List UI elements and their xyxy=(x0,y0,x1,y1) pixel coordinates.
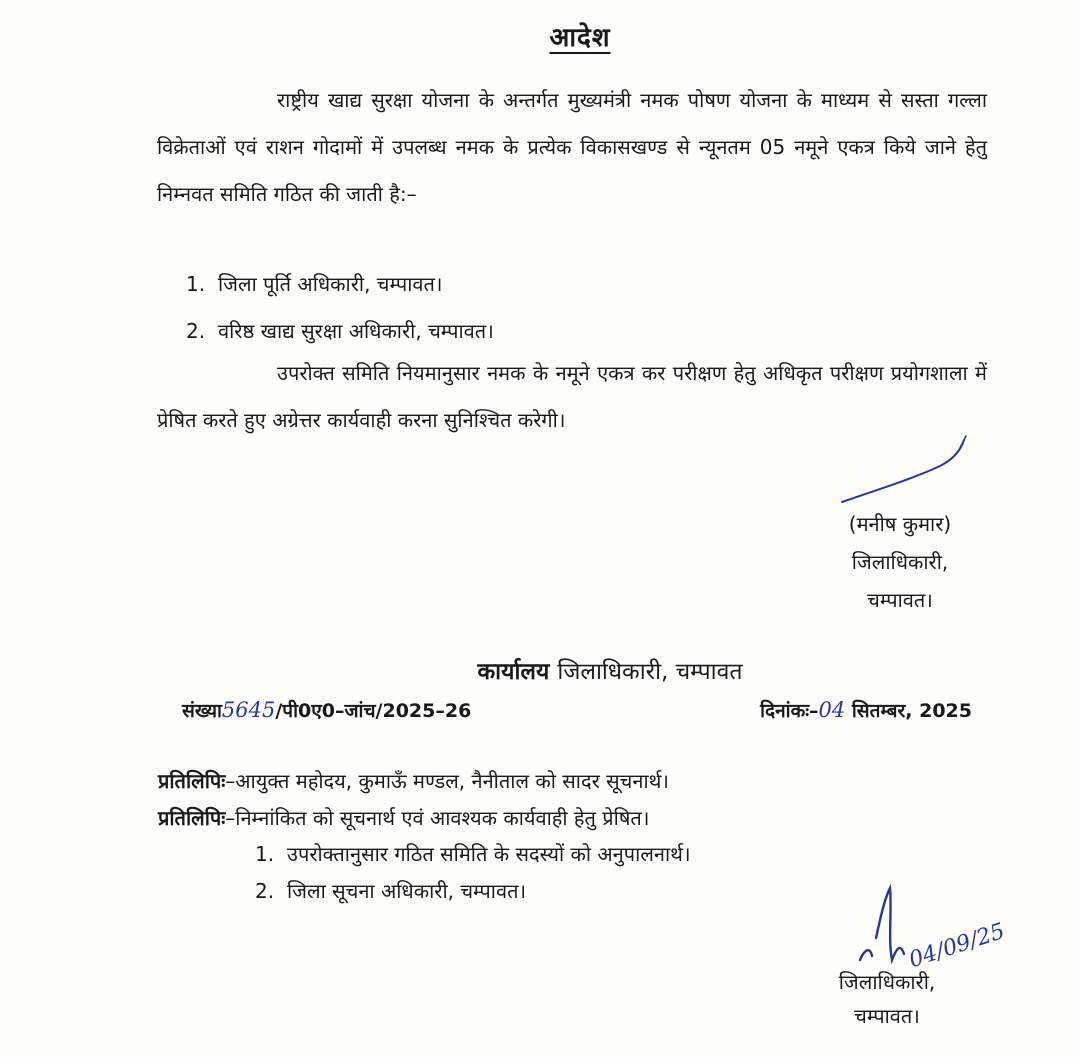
reference-suffix: /पी0ए0–जांच/2025–26 xyxy=(275,700,472,722)
order-paragraph-2: उपरोक्त समिति नियमानुसार नमक के नमूने एकत्र कर परीक्षण हेतु अधिकृत परीक्षण प्रयोगशाला में प्रेषित करते हुए अग्रेत्तर कार्यवाही करना सुनिश्चित करेगी। xyxy=(157,361,987,432)
handwritten-date: 04/09/25 xyxy=(906,918,1008,974)
date-rest: सितम्बर, 2025 xyxy=(851,700,972,722)
signatory-block xyxy=(800,505,1000,619)
list-item xyxy=(186,261,494,308)
date-label: दिनांकः– xyxy=(760,700,819,722)
copy-label: प्रतिलिपिः xyxy=(158,806,226,830)
date-day: 04 xyxy=(818,698,846,722)
signatory-designation: जिलाधिकारी, xyxy=(838,970,936,994)
reference-date xyxy=(760,697,972,723)
list-item-number: 1. xyxy=(255,842,275,866)
signatory-designation: जिलाधिकारी, xyxy=(851,550,949,574)
list-item-number: 1. xyxy=(186,272,206,296)
reference-number: 5645 xyxy=(221,698,276,722)
reference-line xyxy=(182,697,972,723)
order-paragraph-1: राष्ट्रीय खाद्य सुरक्षा योजना के अन्तर्गत मुख्यमंत्री नमक पोषण योजना के माध्यम से सस्ता गल्ला विक्रेताओं एवं राशन गोदामों में उपलब्ध नमक के प्रत्येक विकासखण्ड से न्यूनतम 05 नमूने एकत्र किये जाने हेतु निम्नवत समिति गठित की जाती है:– xyxy=(157,88,987,206)
office-label: कार्यालय xyxy=(477,659,550,685)
recipients-list xyxy=(255,836,691,910)
office-name: जिलाधिकारी, चम्पावत xyxy=(557,659,743,685)
list-item-text: जिला पूर्ति अधिकारी, चम्पावत। xyxy=(218,272,443,296)
copy-line-1 xyxy=(158,763,669,799)
list-item-text: जिला सूचना अधिकारी, चम्पावत। xyxy=(287,879,527,903)
list-item-number: 2. xyxy=(186,319,206,343)
signatory-name: (मनीष कुमार) xyxy=(848,512,952,536)
list-item-text: उपरोक्तानुसार गठित समिति के सदस्यों को अनुपालनार्थ। xyxy=(287,842,691,866)
list-item-text: वरिष्ठ खाद्य सुरक्षा अधिकारी, चम्पावत। xyxy=(218,319,494,343)
copy-line-2 xyxy=(158,800,649,836)
list-item xyxy=(186,308,494,355)
signatory-block-2 xyxy=(812,965,962,1033)
signatory-place: चम्पावत। xyxy=(867,588,933,612)
list-item xyxy=(255,873,691,910)
office-heading xyxy=(70,654,1080,686)
reference-prefix: संख्या xyxy=(182,700,222,722)
copy-text: –निम्नांकित को सूचनार्थ एवं आवश्यक कार्यवाही हेतु प्रेषित। xyxy=(225,806,650,830)
copy-text: –आयुक्त महोदय, कुमाऊँ मण्डल, नैनीताल को सादर सूचनार्थ। xyxy=(225,769,669,793)
committee-members-list xyxy=(186,261,494,355)
order-title-text: आदेश xyxy=(549,23,611,53)
order-title xyxy=(40,18,1080,54)
signatory-place: चम्पावत। xyxy=(854,1004,920,1028)
copy-label: प्रतिलिपिः xyxy=(158,769,226,793)
list-item-number: 2. xyxy=(255,879,275,903)
list-item xyxy=(255,836,691,873)
